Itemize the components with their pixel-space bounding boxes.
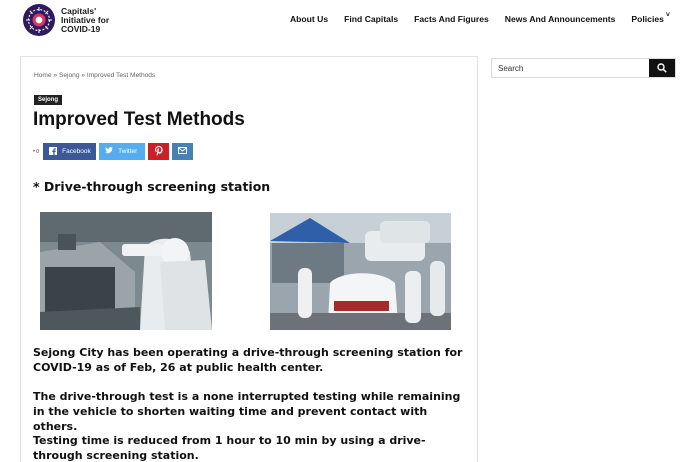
main-nav <box>274 14 670 24</box>
section-heading: * Drive-through screening station <box>33 179 271 194</box>
site-logo[interactable] <box>23 4 141 36</box>
search-input[interactable] <box>492 59 649 77</box>
pinterest-icon <box>155 146 163 158</box>
breadcrumb-category[interactable]: Sejong <box>58 72 80 79</box>
logo-line-3: COVID-19 <box>61 23 101 34</box>
pinterest-share-button[interactable] <box>148 143 169 160</box>
breadcrumb-separator: » <box>53 72 58 79</box>
paragraph-3: Testing time is reduced from 1 hour to 10 min by using a drive-through screening station. <box>33 434 426 462</box>
paragraph-2: The drive-through test is a none interrupted testing while remaining in the vehicle to shorten waiting time and prevent contact with others. <box>33 390 461 433</box>
facebook-share-button[interactable] <box>43 143 96 160</box>
breadcrumb <box>34 72 155 79</box>
share-count <box>33 149 39 155</box>
chevron-down-icon: ˅ <box>665 12 670 19</box>
nav-news-and-announcements[interactable]: News And Announcements <box>504 14 616 24</box>
nav-about-us[interactable]: About Us <box>289 14 329 24</box>
site-header <box>0 0 700 40</box>
nav-facts-and-figures[interactable]: Facts And Figures <box>414 14 489 24</box>
paragraph-1: Sejong City has been operating a drive-through screening station for COVID-19 as of Feb, 26 at public health center. <box>33 346 463 374</box>
breadcrumb-home[interactable]: Home <box>34 72 52 79</box>
twitter-share-button[interactable] <box>99 143 145 160</box>
logo-line-2: Initiative for <box>61 14 110 25</box>
twitter-icon <box>105 147 113 156</box>
facebook-icon <box>49 147 57 157</box>
email-share-button[interactable] <box>172 143 193 160</box>
logo-emblem-icon <box>23 4 55 36</box>
envelope-icon <box>178 147 187 156</box>
logo-line-1: Capitals' <box>61 5 97 16</box>
nav-find-capitals[interactable]: Find Capitals <box>344 14 399 24</box>
logo-text <box>61 7 141 34</box>
article-card <box>20 56 478 462</box>
search-button[interactable] <box>649 59 675 77</box>
share-count-value: 0 <box>36 148 40 155</box>
drive-through-photo-2 <box>270 213 451 330</box>
breadcrumb-separator: » <box>81 72 86 79</box>
twitter-share-label: Twitter <box>118 148 138 155</box>
sidebar-search <box>491 58 676 78</box>
page-title: Improved Test Methods <box>33 109 245 130</box>
nav-policies-label: Policies <box>631 14 664 24</box>
share-bar <box>33 143 196 160</box>
nav-policies[interactable] <box>631 14 670 24</box>
search-icon <box>657 63 667 73</box>
category-badge[interactable]: Sejong <box>34 95 62 105</box>
breadcrumb-current: Improved Test Methods <box>86 72 156 79</box>
drive-through-photo-1 <box>40 212 212 330</box>
heart-icon: • <box>33 148 36 155</box>
facebook-share-label: Facebook <box>62 148 91 155</box>
